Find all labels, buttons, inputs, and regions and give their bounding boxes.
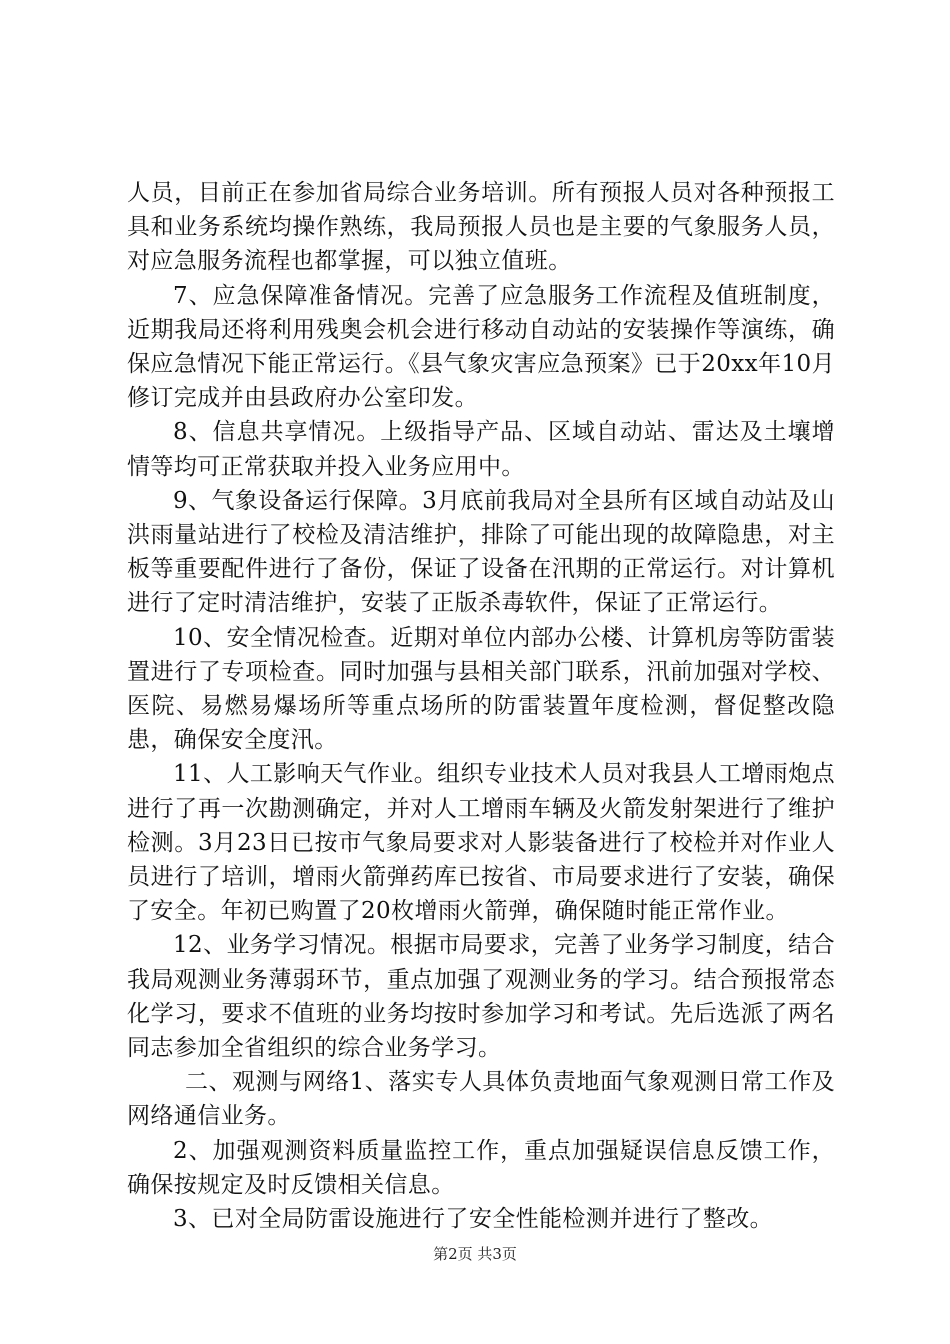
document-body (127, 176, 835, 1236)
paragraph-9-equipment-support: 9、气象设备运行保障。3月底前我局对全县所有区域自动站及山洪雨量站进行了校检及清洁维护，排除了可能出现的故障隐患，对主板等重要配件进行了备份，保证了设备在汛期的正常运行。对计算机进行了定时清洁维护，安装了正版杀毒软件，保证了正常运行。 (127, 487, 835, 617)
page-number-footer: 第2页 共3页 (433, 1245, 517, 1263)
paragraph-2-quality-monitoring: 2、加强观测资料质量监控工作，重点加强疑误信息反馈工作，确保按规定及时反馈相关信息。 (127, 1137, 835, 1198)
paragraph-11-weather-modification: 11、人工影响天气作业。组织专业技术人员对我县人工增雨炮点进行了再一次勘测确定，并对人工增雨车辆及火箭发射架进行了维护检测。3月23日已按市气象局要求对人影装备进行了校检并对作业人员进行了培训，增雨火箭弹药库已按省、市局要求进行了安装，确保了安全。年初已购置了20枚增雨火箭弹，确保随时能正常作业。 (127, 761, 835, 925)
paragraph-12-business-study: 12、业务学习情况。根据市局要求，完善了业务学习制度，结合我局观测业务薄弱环节，重点加强了观测业务的学习。结合预报常态化学习，要求不值班的业务均按时参加学习和考试。先后选派了两名同志参加全省组织的综合业务学习。 (127, 932, 835, 1062)
paragraph-8-information-sharing: 8、信息共享情况。上级指导产品、区域自动站、雷达及土壤增情等均可正常获取并投入业务应用中。 (127, 419, 835, 480)
paragraph-continuation: 人员，目前正在参加省局综合业务培训。所有预报人员对各种预报工具和业务系统均操作熟练，我局预报人员也是主要的气象服务人员，对应急服务流程也都掌握，可以独立值班。 (127, 180, 835, 275)
paragraph-3-lightning-protection: 3、已对全局防雷设施进行了安全性能检测并进行了整改。 (173, 1206, 774, 1233)
paragraph-10-safety-inspection: 10、安全情况检查。近期对单位内部办公楼、计算机房等防雷装置进行了专项检查。同时加强与县相关部门联系，汛前加强对学校、医院、易燃易爆场所等重点场所的防雷装置年度检测，督促整改隐患，确保安全度汛。 (127, 624, 835, 754)
paragraph-section-2-observation: 二、观测与网络1、落实专人具体负责地面气象观测日常工作及网络通信业务。 (127, 1069, 835, 1130)
paragraph-7-emergency-support: 7、应急保障准备情况。完善了应急服务工作流程及值班制度，近期我局还将利用残奥会机会进行移动自动站的安装操作等演练，确保应急情况下能正常运行。《县气象灾害应急预案》已于20xx年10月修订完成并由县政府办公室印发。 (127, 282, 835, 412)
